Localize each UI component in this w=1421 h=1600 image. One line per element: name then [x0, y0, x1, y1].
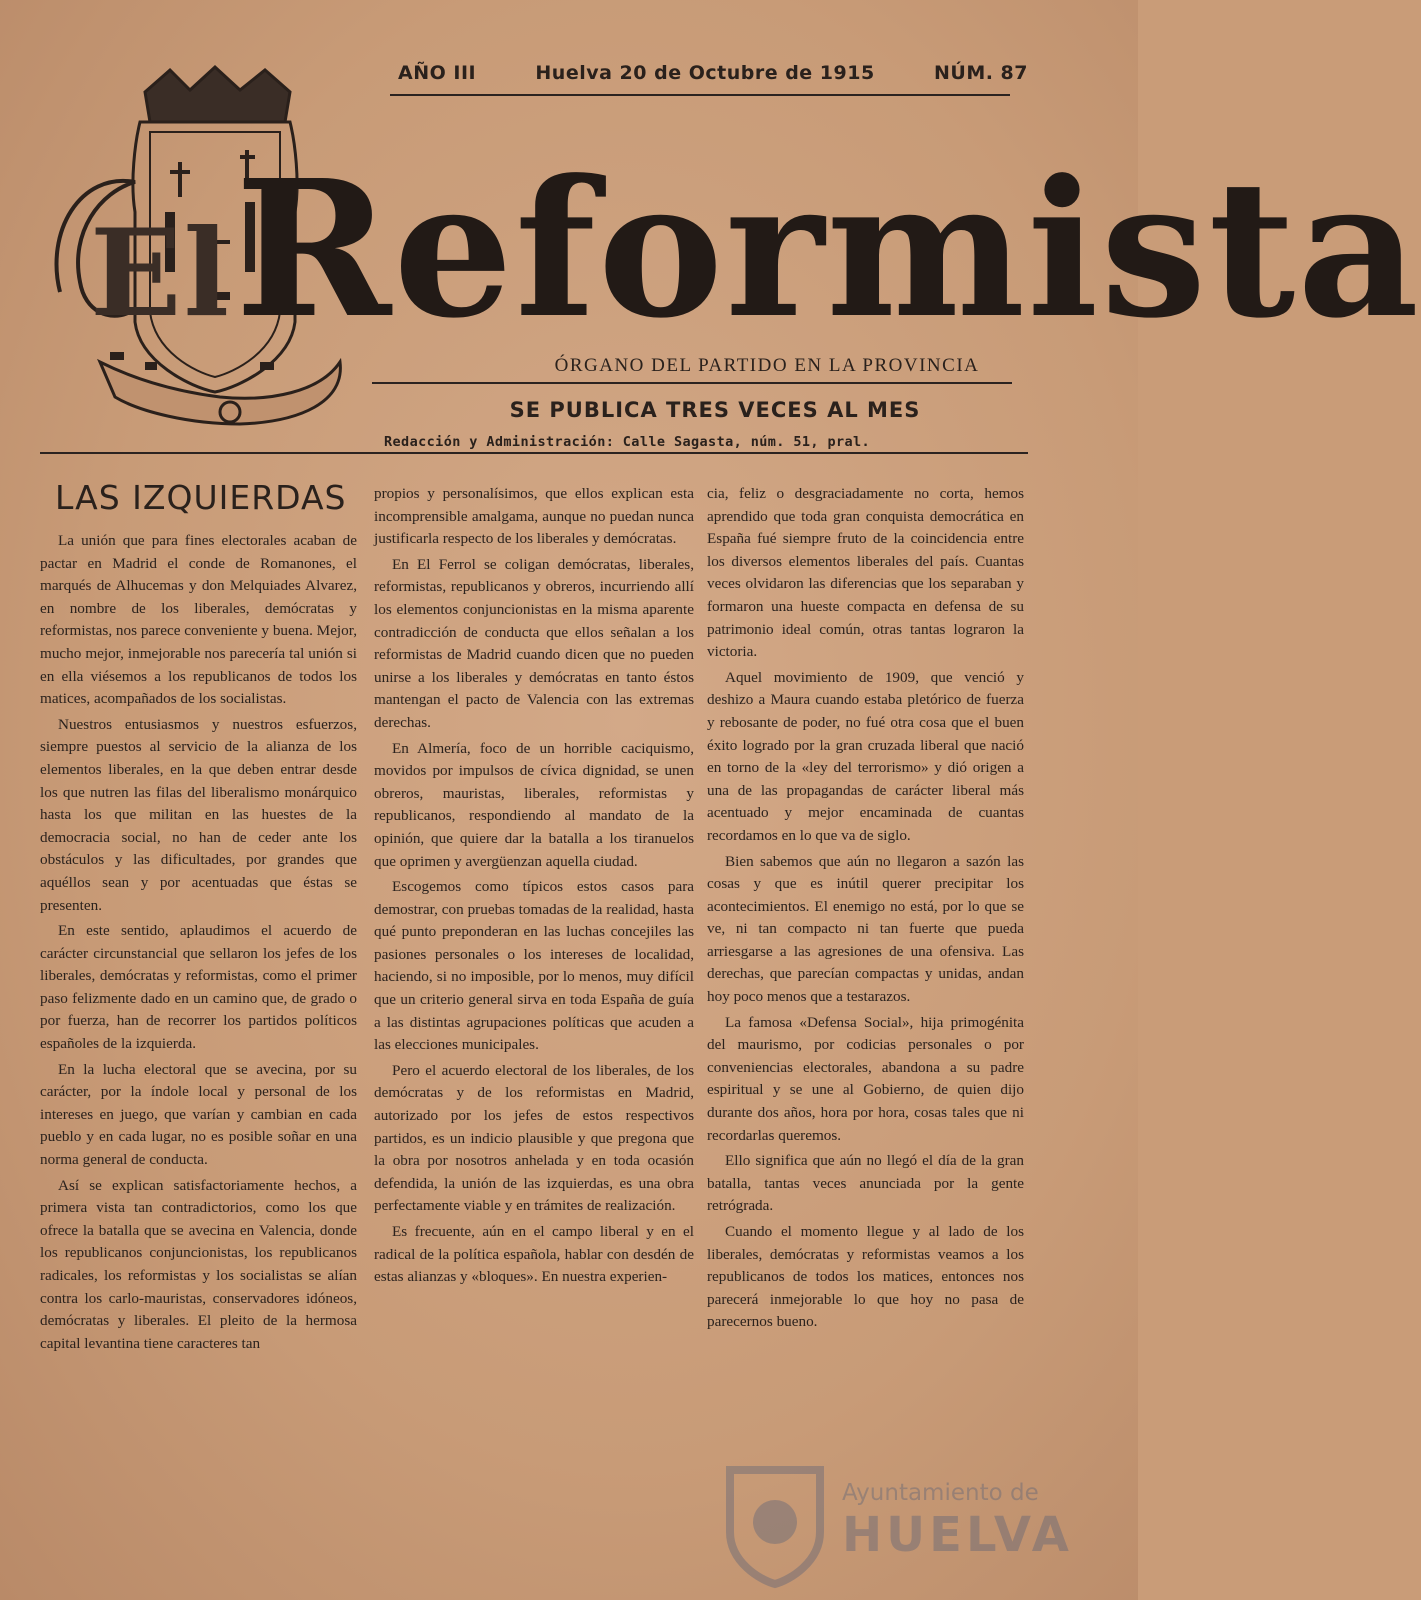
- article-headline: LAS IZQUIERDAS: [55, 478, 347, 517]
- paragraph: Pero el acuerdo electoral de los liberales, de los demócratas y de los reformistas en Madrid, autorizado por los jefes de estos respectivos partidos, es un indicio plausible y que pregona que la obra por nosotros anhelada y en toda ocasión defendida, la unión de las izquierdas, es una obra perfectamente viable y en trámites de realización.: [374, 1061, 694, 1215]
- subtitle: ÓRGANO DEL PARTIDO EN LA PROVINCIA: [554, 355, 980, 376]
- paragraph: En El Ferrol se coligan demócratas, liberales, reformistas, republicanos y obreros, incurriendo allí los elementos conjuncionistas en la misma aparente contradicción de conducta que ellos señalan a los reformistas de Madrid cuando dicen que no pueden unirse a los liberales y demócratas en tanto éstos mantengan el pacto de Valencia con las extremas derechas.: [374, 555, 694, 731]
- address-line: Redacción y Administración: Calle Sagasta, núm. 51, pral.: [384, 434, 871, 450]
- article-column-2: [374, 483, 694, 1292]
- paragraph: Bien sabemos que aún no llegaron a sazón las cosas y que es inútil querer precipitar los acontecimientos. El enemigo no está, por lo que se ve, ni tan compacto ni tan fuerte que pueda arriesgarse a las agresiones de una ofensiva. Las derechas, que parecían compactas y unidas, andan hoy poco menos que a testarazos.: [707, 852, 1024, 1006]
- paragraph: Aquel movimiento de 1909, que venció y deshizo a Maura cuando estaba pletórico de fuerza y rebosante de poder, no fué otra cosa que el buen éxito logrado por la gran cruzada liberal que nació en torno de la «ley del terrorismo» y dió origen a una de las propagandas de carácter liberal más acentuado y mejor encaminada de cuantas recordamos en lo que va de siglo.: [707, 668, 1024, 844]
- paragraph: Ello significa que aún no llegó el día de la gran batalla, tantas veces anunciada por la gente retrógrada.: [707, 1152, 1024, 1215]
- article-column-3: [707, 483, 1024, 1337]
- frequency: SE PUBLICA TRES VECES AL MES: [509, 398, 921, 422]
- issue-date: Huelva 20 de Octubre de 1915: [535, 62, 875, 84]
- paragraph: La famosa «Defensa Social», hija primogénita del maurismo, por codicias personales o por conveniencias electorales, abandona a su padre espiritual y se une al Gobierno, de quien dijo durante dos años, hora por hora, cosas tales que ni recordarlas queremos.: [707, 1013, 1024, 1144]
- issue-info-bar: [398, 62, 1028, 84]
- paragraph: Así se explican satisfactoriamente hechos, a primera vista tan contradictorios, como los que ofrece la batalla que se avecina en Valencia, donde los republicanos conjuncionistas, los republicanos radicales, los reformistas y los socialistas se alían contra los carlo-mauristas, conservadores idóneos, demócratas y liberales. El pleito de la hermosa capital levantina tiene caracteres tan: [40, 1176, 357, 1352]
- title-main: Reformista: [235, 139, 1421, 360]
- paragraph: Escogemos como típicos estos casos para demostrar, con pruebas tomadas de la realidad, hasta qué punto preponderan en las luchas concejiles las pasiones personales o los intereses de localidad, haciendo, si no imposible, por lo menos, muy difícil que un criterio general sirva en toda España de guía a las distintas agrupaciones políticas que acuden a las elecciones municipales.: [374, 878, 694, 1054]
- newspaper-title: [90, 130, 1421, 370]
- paragraph: Nuestros entusiasmos y nuestros esfuerzos, siempre puestos al servicio de la alianza de los elementos liberales, en la que deben entrar desde los que nutren las filas del liberalismo monárquico hasta los que militan en las huestes de la democracia social, no han de ceder ante los obstáculos y las dificultades, por grandes que aquéllos sean y por acentuadas que éstas se presenten.: [40, 715, 357, 914]
- archive-watermark: [720, 1462, 1073, 1592]
- title-prefix: El: [90, 203, 232, 344]
- subtitle-rule: [372, 382, 1012, 384]
- paragraph: Es frecuente, aún en el campo liberal y en el radical de la política española, hablar con desdén de estas alianzas y «bloques». En nuestra experien-: [374, 1223, 694, 1286]
- paragraph: propios y personalísimos, que ellos explican esta incomprensible amalgama, aunque no puedan nunca justificarla respecto de los liberales y demócratas.: [374, 485, 694, 548]
- issue-number: NÚM. 87: [933, 62, 1028, 84]
- watermark-line-2: HUELVA: [842, 1507, 1073, 1563]
- city-shield-icon: [720, 1462, 830, 1587]
- article-column-1: [40, 530, 357, 1358]
- paragraph: En la lucha electoral que se avecina, por su carácter, por la índole local y personal de los intereses en juego, que varían y cambian en cada pueblo y en cada lugar, no es posible soñar en una norma general de conducta.: [40, 1060, 357, 1169]
- masthead-bottom-rule: [40, 452, 1028, 454]
- watermark-line-1: Ayuntamiento de: [842, 1480, 1039, 1506]
- paragraph: La unión que para fines electorales acaban de pactar en Madrid el conde de Romanones, el marqués de Alhucemas y don Melquiades Alvarez, en nombre de los liberales, demócratas y reformistas, nos parece conveniente y buena. Mejor, mucho mejor, inmejorable nos parecería tal unión si en ella viésemos a los republicanos de todos los matices, acompañados de los socialistas.: [40, 532, 357, 708]
- paragraph: cia, feliz o desgraciadamente no corta, hemos aprendido que toda gran conquista democrática en España fué siempre fruto de la coincidencia entre los diversos elementos liberales del país. Cuantas veces olvidaron las diferencias que los separaban y formaron una hueste compacta en defensa de su patrimonio ideal común, otras tantas lograron la victoria.: [707, 485, 1024, 661]
- issue-year: AÑO III: [398, 62, 477, 84]
- paragraph: En Almería, foco de un horrible caciquismo, movidos por impulsos de cívica dignidad, se unen obreros, mauristas, liberales, reformistas y republicanos, respondiendo al mandato de la opinión, que quiere dar la batalla a los tiranuelos que oprimen y avergüenzan aquella ciudad.: [374, 739, 694, 870]
- paragraph: En este sentido, aplaudimos el acuerdo de carácter circunstancial que sellaron los jefes de los liberales, demócratas y reformistas, como el primer paso felizmente dado en un camino que, de grado o por fuerza, han de recorrer los partidos políticos españoles de la izquierda.: [40, 922, 357, 1053]
- top-rule: [390, 94, 1010, 96]
- paragraph: Cuando el momento llegue y al lado de los liberales, demócratas y reformistas veamos a los republicanos de todos los matices, entonces nos parecerá inmejorable lo que hoy no pasa de parecernos bueno.: [707, 1223, 1024, 1331]
